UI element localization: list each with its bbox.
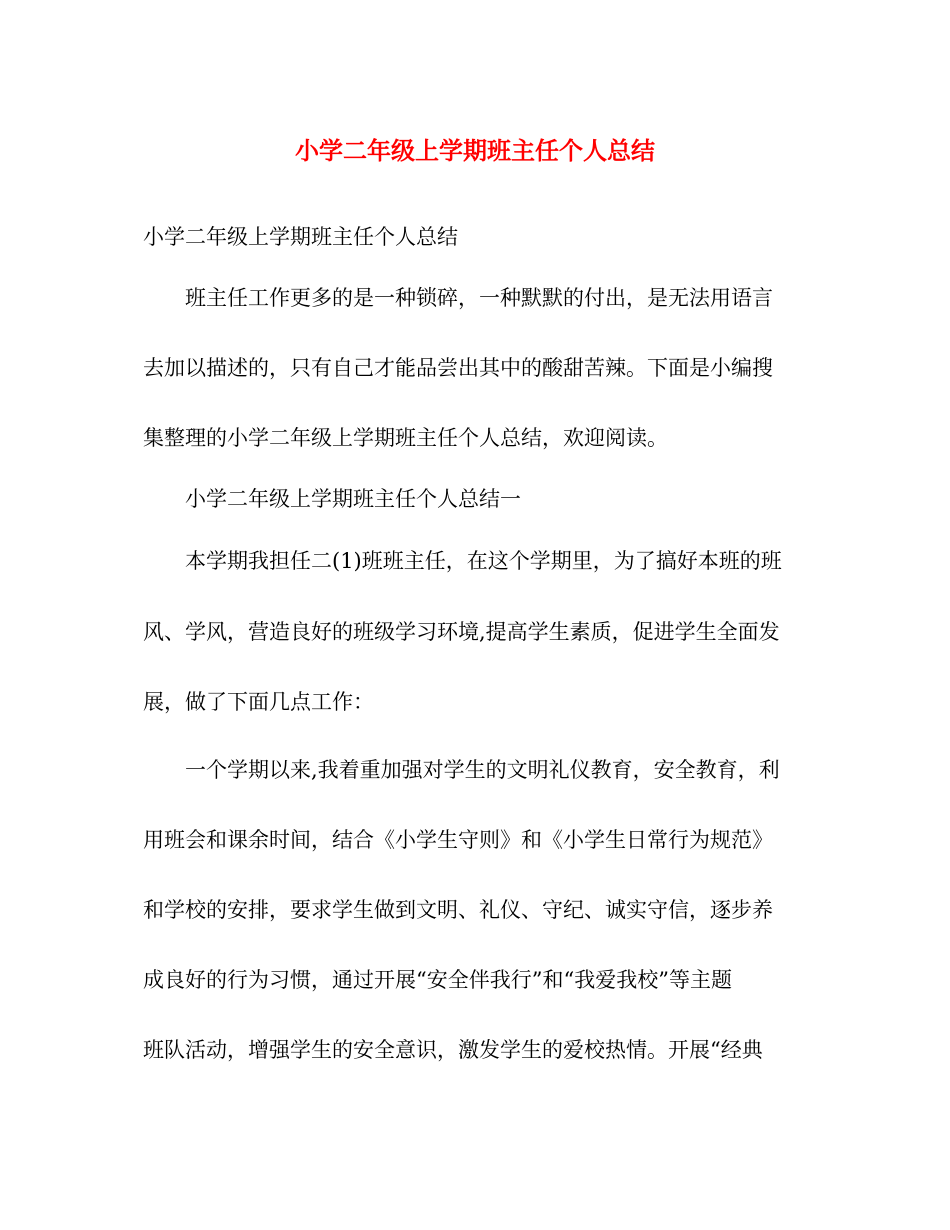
document-title: 小学二年级上学期班主任个人总结 xyxy=(295,136,655,165)
document-subtitle: 小学二年级上学期班主任个人总结 xyxy=(143,225,458,249)
paragraph-line: 班队活动，增强学生的安全意识，激发学生的爱校热情。开展“经典 xyxy=(143,1038,763,1062)
paragraph-line: 成良好的行为习惯，通过开展“安全伴我行”和“我爱我校”等主题 xyxy=(143,968,732,992)
paragraph-line: 本学期我担任二(1)班班主任，在这个学期里，为了搞好本班的班 xyxy=(185,549,782,573)
paragraph-line: 班主任工作更多的是一种锁碎，一种默默的付出，是无法用语言 xyxy=(185,286,773,310)
paragraph-line: 和学校的安排，要求学生做到文明、礼仪、守纪、诚实守信，逐步养 xyxy=(143,898,773,922)
paragraph-line: 去加以描述的，只有自己才能品尝出其中的酸甜苦辣。下面是小编搜 xyxy=(143,356,773,380)
paragraph-line: 集整理的小学二年级上学期班主任个人总结，欢迎阅读。 xyxy=(143,426,668,450)
paragraph-line: 用班会和课余时间，结合《小学生守则》和《小学生日常行为规范》 xyxy=(143,828,773,852)
paragraph-line: 风、学风，营造良好的班级学习环境,提高学生素质，促进学生全面发 xyxy=(143,620,780,644)
section-heading: 小学二年级上学期班主任个人总结一 xyxy=(185,487,521,511)
paragraph-line: 一个学期以来,我着重加强对学生的文明礼仪教育，安全教育，利 xyxy=(185,758,780,782)
paragraph-line: 展，做了下面几点工作： xyxy=(143,690,374,714)
